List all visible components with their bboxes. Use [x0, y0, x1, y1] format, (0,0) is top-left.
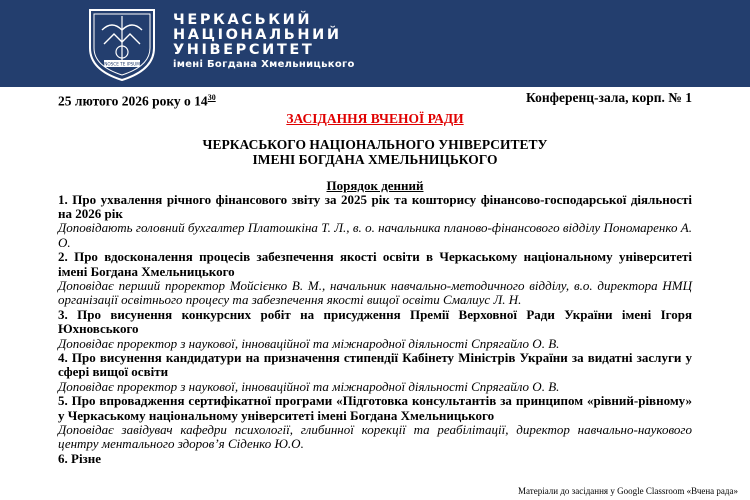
university-crest-icon — [82, 4, 162, 82]
agenda-item-title: 4. Про висунення кандидатури на призначення стипендії Кабінету Міністрів України за видатні заслуги у сфері вищої освіти — [58, 349, 692, 380]
university-name — [173, 13, 355, 71]
university-line: УНІВЕРСИТЕТ — [173, 42, 315, 58]
footer-note: Матеріали до засідання у Google Classroom «Вчена рада» — [518, 486, 738, 496]
agenda-item-title: 5. Про впровадження сертифікатної програми «Підготовка консультантів за принципом «рівний-рівному» у Черкаському національному університеті імені Богдана Хмельницького — [58, 393, 692, 423]
host-line: ІМЕНІ БОГДАНА ХМЕЛЬНИЦЬКОГО — [252, 151, 498, 167]
agenda-item-speaker: Доповідає проректор з наукової, інноваційної та міжнародної діяльності Спрягайло О. В. — [58, 378, 560, 394]
agenda-item-title: 1. Про ухвалення річного фінансового звіту за 2025 рік та кошторису фінансово-господарської діяльності на 2026 рік — [58, 191, 692, 221]
host-institution — [58, 137, 692, 167]
svg-text:NOSCE TE IPSUM: NOSCE TE IPSUM — [104, 61, 140, 67]
meeting-meta — [58, 90, 692, 110]
meeting-date: 25 лютого 2026 року о $14^{30}$ — [58, 93, 216, 109]
agenda-item-title: 3. Про висунення конкурсних робіт на присудження Премії Верховної Ради України імені Ігоря Юхновського — [58, 306, 692, 337]
agenda-item-title: 2. Про вдосконалення процесів забезпечення якості освіти в Черкаському національному університеті імені Богдана Хмельницького — [58, 249, 692, 279]
agenda-item-speaker: Доповідає завідувач кафедри психології, глибинної корекції та реабілітації, директор навчально-наукового центру ментального здоров’я Сіденко Ю.О. — [58, 422, 692, 452]
university-subtitle: імені Богдана Хмельницького — [173, 59, 355, 70]
agenda-item-speaker: Доповідає перший проректор Мойсієнко В. М., начальник навчально-методичного відділу, в.о. директора НМЦ організації освітнього процесу та забезпечення якості вищої освіти Смалиус Л. Н. — [58, 277, 692, 308]
agenda-item-speaker: Доповідає проректор з наукової, інноваційної та міжнародної діяльності Спрягайло О. В. — [58, 335, 560, 351]
meeting-title: ЗАСІДАННЯ ВЧЕНОЇ РАДИ — [286, 110, 464, 126]
agenda-item-speaker: Доповідають головний бухгалтер Платошкіна Т. Л., в. о. начальника планово-фінансового відділу Пономаренко А. О. — [58, 220, 692, 250]
document-body — [58, 90, 692, 466]
agenda-item-title: 6. Різне — [58, 450, 102, 466]
meeting-time-minutes: 30 — [207, 93, 216, 102]
university-line: ЧЕРКАСЬКИЙ — [173, 12, 313, 28]
agenda-heading: Порядок денний — [326, 177, 424, 193]
host-line: ЧЕРКАСЬКОГО НАЦІОНАЛЬНОГО УНІВЕРСИТЕТУ — [202, 136, 548, 152]
meeting-location: Конференц-зала, корп. № 1 — [526, 90, 692, 105]
university-line: НАЦІОНАЛЬНИЙ — [173, 27, 342, 43]
header-banner — [0, 0, 750, 87]
